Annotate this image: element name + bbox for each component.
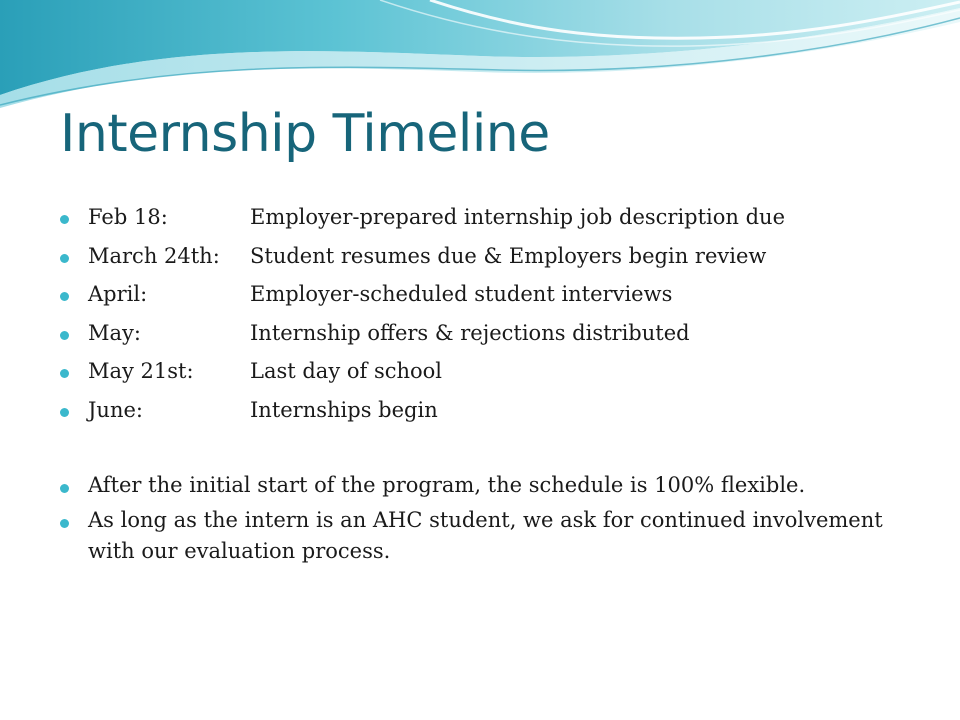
bullet-dot-icon [60, 215, 69, 224]
timeline-date: March 24th: [88, 243, 220, 268]
bullet-dot-icon [60, 408, 69, 417]
timeline-event: Internships begin [250, 397, 438, 422]
timeline-item [60, 244, 920, 283]
timeline-item [60, 321, 920, 360]
timeline-event: Last day of school [250, 359, 443, 383]
timeline-item [60, 398, 920, 437]
note-text: As long as the intern is an AHC student, we ask for continued involvement with our evaluation process. [88, 508, 883, 563]
note-item [60, 509, 920, 567]
timeline-date: Feb 18: [88, 205, 168, 229]
timeline-item [60, 359, 920, 398]
bullet-dot-icon [60, 254, 69, 263]
timeline-date: May: [88, 320, 141, 345]
timeline-event: Student resumes due & Employers begin review [250, 243, 767, 268]
bullet-dot-icon [60, 484, 69, 493]
bullet-dot-icon [60, 519, 69, 528]
bullet-dot-icon [60, 369, 69, 378]
spacer [60, 436, 920, 474]
timeline-event: Employer-scheduled student interviews [250, 282, 673, 306]
wave-banner-decoration [0, 0, 960, 120]
slide-title: Internship Timeline [60, 104, 550, 164]
note-item [60, 474, 920, 501]
bullet-dot-icon [60, 331, 69, 340]
timeline-date: June: [88, 397, 143, 422]
timeline-item [60, 282, 920, 321]
timeline-event: Internship offers & rejections distributed [250, 320, 690, 345]
timeline-date: April: [88, 282, 148, 306]
bullet-dot-icon [60, 292, 69, 301]
timeline-date: May 21st: [88, 359, 194, 383]
timeline-item [60, 205, 920, 244]
timeline-event: Employer-prepared internship job description due [250, 205, 786, 229]
bullet-list [60, 205, 920, 575]
note-text: After the initial start of the program, the schedule is 100% flexible. [88, 473, 806, 497]
